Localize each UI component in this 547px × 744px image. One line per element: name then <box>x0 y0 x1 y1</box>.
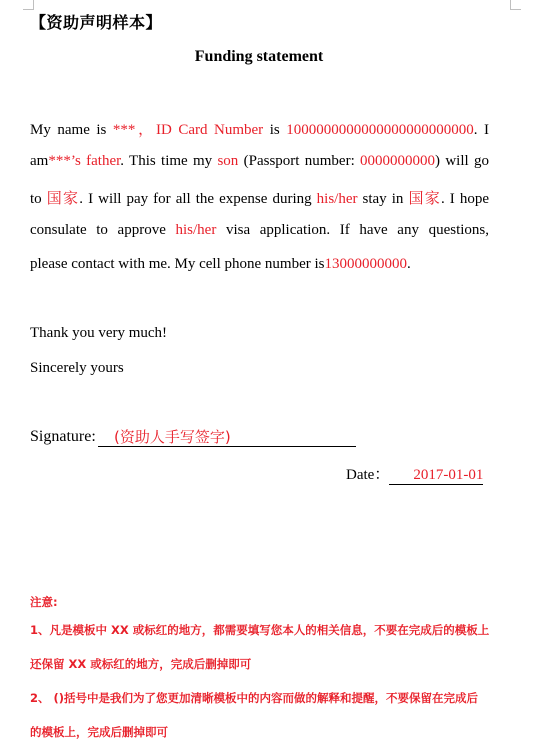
relation-son: son <box>217 153 239 169</box>
phone-number: 13000000000 <box>324 256 407 272</box>
id-card-number: 1000000000000000000000000 <box>286 122 474 138</box>
note-1-line-1: 1、凡是模板中 XX 或标红的地方，都需要填写您本人的相关信息，不要在完成后的模板上 <box>30 623 490 637</box>
page-corner-mark-left <box>23 0 34 10</box>
paragraph-line-3 <box>30 187 489 208</box>
passport-number: 0000000000 <box>360 153 436 169</box>
note-1-line-2: 还保留 XX 或标红的地方，完成后删掉即可 <box>30 657 252 671</box>
paragraph-line-4 <box>30 222 489 239</box>
note-2-line-2: 的模板上，完成后删掉即可 <box>30 725 168 739</box>
signature-hint: (资助人手写签字) <box>114 428 231 446</box>
date-value[interactable]: 2017-01-01 <box>389 467 483 485</box>
paragraph-line-1 <box>30 118 489 139</box>
country-placeholder-2: 国家 <box>408 189 442 207</box>
paragraph-line-2 <box>30 153 489 170</box>
text-segment: am <box>30 153 49 169</box>
text-segment: . I will pay for all the expense during <box>79 191 317 207</box>
date-field <box>346 463 483 485</box>
signature-label: Signature: <box>30 428 96 445</box>
text-segment: please contact with me. My cell phone number is <box>30 256 325 272</box>
date-label: Date： <box>346 467 390 483</box>
paragraph-line-5 <box>30 256 489 273</box>
country-placeholder: 国家 <box>46 189 80 207</box>
page-corner-mark-right <box>510 0 521 10</box>
text-segment: is <box>263 122 287 138</box>
closing-sincerely: Sincerely yours <box>30 360 124 376</box>
text-segment: ) will go <box>435 153 489 169</box>
applicant-name-placeholder: *** <box>112 122 136 138</box>
note-2-line-1: 2、 ()括号中是我们为了您更加清晰模板中的内容而做的解释和提醒，不要保留在完成后 <box>30 691 479 705</box>
text-segment: . I <box>473 122 490 138</box>
document-title: Funding statement <box>194 48 324 65</box>
relationship-placeholder: ***’s father <box>48 153 121 169</box>
pronoun-placeholder: his/her <box>316 191 358 207</box>
text-segment: stay in <box>357 191 409 207</box>
text-segment: to <box>30 191 47 207</box>
sample-title: 【资助声明样本】 <box>30 13 163 32</box>
text-segment: . <box>407 256 411 272</box>
text-segment: . This time my <box>120 153 218 169</box>
comma: ， <box>135 120 156 138</box>
closing-thanks: Thank you very much! <box>30 325 168 341</box>
pronoun-placeholder-2: his/her <box>175 222 217 238</box>
text-segment: My name is <box>30 122 113 138</box>
text-segment: visa application. If have any questions, <box>216 222 490 238</box>
notes-title: 注意: <box>30 595 58 609</box>
text-segment: . I hope <box>441 191 489 207</box>
text-segment: consulate to approve <box>30 222 176 238</box>
text-segment: (Passport number: <box>238 153 361 169</box>
id-card-label: ID Card Number <box>155 122 264 138</box>
